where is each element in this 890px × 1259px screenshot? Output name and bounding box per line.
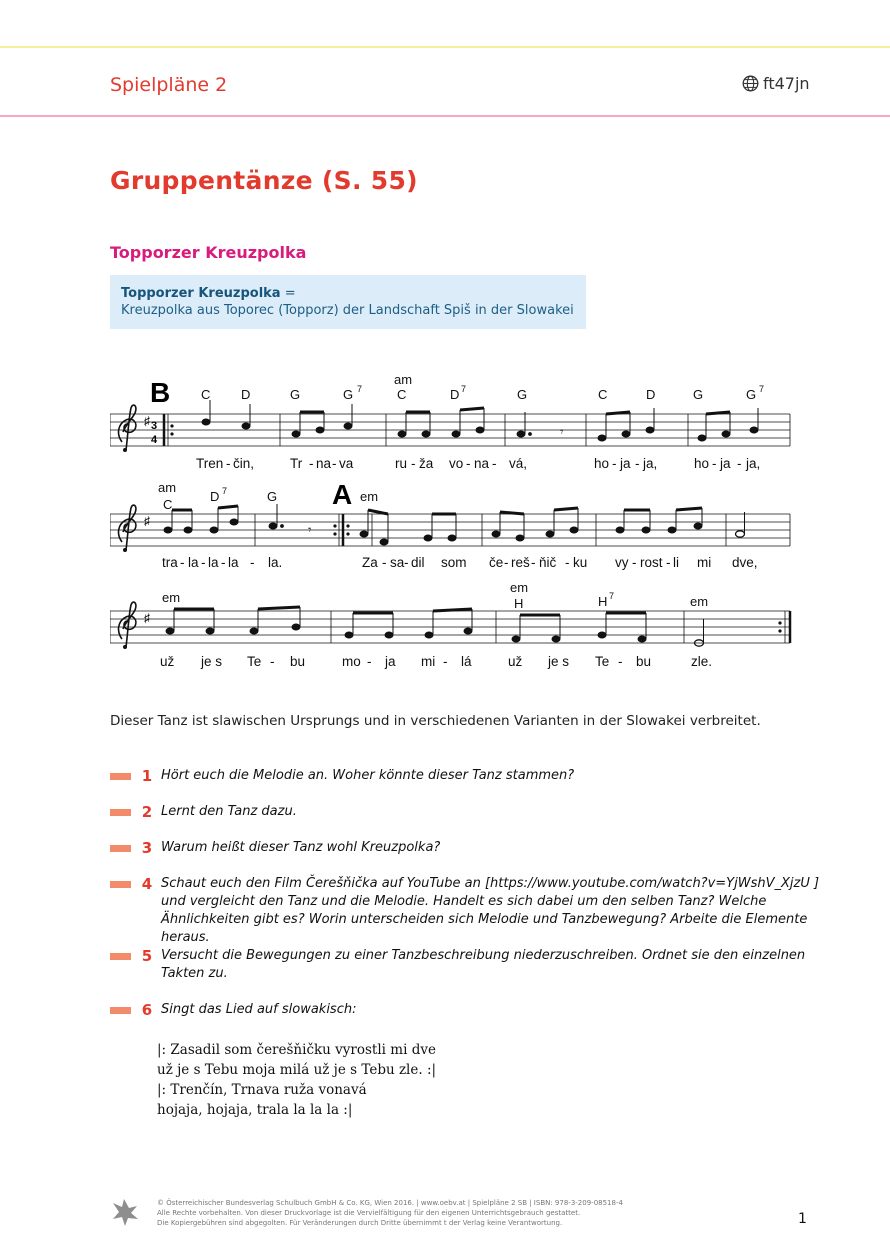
chord: G xyxy=(267,489,278,504)
lyric: - xyxy=(367,654,372,669)
chord: G xyxy=(746,387,757,402)
lyric: la xyxy=(228,555,239,570)
lyric: je s xyxy=(201,654,223,669)
chord: D xyxy=(646,387,656,402)
task-bar xyxy=(110,1007,131,1014)
lyrics-line: hojaja, hojaja, trala la la la :| xyxy=(157,1102,353,1118)
chord: em xyxy=(510,580,529,595)
system-3-chords xyxy=(162,580,708,611)
lyrics-line: už je s Tebu moja milá už je s Tebu zle. :| xyxy=(157,1062,437,1078)
rehearsal-mark-b: B xyxy=(150,377,171,408)
task-bar xyxy=(110,953,131,960)
chord: em xyxy=(162,590,181,605)
lyric: vy xyxy=(615,555,629,570)
lyric: zle. xyxy=(691,654,713,669)
task-4 xyxy=(110,875,826,947)
task-number: 5 xyxy=(141,947,153,965)
lyric: - xyxy=(201,555,206,570)
lyric: la xyxy=(208,555,219,570)
lyric: mi xyxy=(421,654,436,669)
task-number: 4 xyxy=(141,875,153,893)
lyric: - xyxy=(666,555,671,570)
chord: D xyxy=(450,387,460,402)
page-title: Gruppentänze (S. 55) xyxy=(110,166,418,195)
chord: G xyxy=(517,387,528,402)
running-header: Spielpläne 2 xyxy=(110,74,228,96)
lyric: - xyxy=(504,555,509,570)
chord: G xyxy=(693,387,704,402)
lyric: Te xyxy=(247,654,262,669)
lyric: - xyxy=(221,555,226,570)
task-text: Schaut euch den Film Čerešňička auf YouTube an [https://www.youtube.com/watch?v=YjWshV_XjzU ] und vergleicht den Tanz und die Melodie. Handelt es sich dabei um den selben Tanz? Welche Ähnlichkeiten gibt es? Worin unterscheiden sich Melodie und Tanzbewegung? Arbeite die Elemente heraus. xyxy=(161,876,820,945)
footer-copyright xyxy=(157,1198,623,1228)
svg-text:𝄾: 𝄾 xyxy=(308,522,312,537)
lyric: dil xyxy=(411,555,425,570)
task-bar xyxy=(110,773,131,780)
lyric: - xyxy=(270,654,275,669)
header-divider xyxy=(0,115,890,117)
lyric: va xyxy=(339,456,354,471)
lyric: ho xyxy=(594,456,610,471)
lyric: už xyxy=(508,654,523,669)
task-text: Singt das Lied auf slowakisch: xyxy=(161,1002,357,1017)
top-decor-line xyxy=(0,46,890,48)
lyric: - xyxy=(492,456,497,471)
treble-clef-icon xyxy=(119,405,136,452)
svg-text:𝄾: 𝄾 xyxy=(560,424,564,439)
music-score xyxy=(110,370,800,680)
time-signature-bottom: 4 xyxy=(151,434,158,446)
lyric: - xyxy=(382,555,387,570)
chord: H xyxy=(514,596,524,611)
rehearsal-mark-a: A xyxy=(332,479,353,510)
lyric: Tren xyxy=(196,456,224,471)
lyric: - xyxy=(737,456,742,471)
lyric: čin, xyxy=(233,456,255,471)
lyric: ňič xyxy=(539,555,557,570)
lyric: Te xyxy=(595,654,610,669)
key-sharp-icon: ♯ xyxy=(144,414,150,428)
lyric: ja, xyxy=(643,456,658,471)
task-bar xyxy=(110,881,131,888)
lyric: ja, xyxy=(746,456,761,471)
lyric: vo xyxy=(449,456,464,471)
lyric: la xyxy=(188,555,199,570)
footer-line: Alle Rechte vorbehalten. Von dieser Druckvorlage ist die Vervielfältigung für den eigenen Unterrichtsgebrauch gestattet. xyxy=(157,1209,581,1217)
lyric: ku xyxy=(573,555,588,570)
staff-3 xyxy=(110,611,790,643)
lyric: - xyxy=(332,456,337,471)
globe-icon xyxy=(742,75,759,92)
chord-superscript: 7 xyxy=(759,384,765,394)
chord-superscript: 7 xyxy=(222,486,228,496)
system-1-notes xyxy=(202,400,758,441)
lyric: mi xyxy=(697,555,712,570)
task-3 xyxy=(110,839,826,857)
lyric: ja xyxy=(385,654,396,669)
chord: C xyxy=(201,387,211,402)
lyric: - xyxy=(180,555,185,570)
treble-clef-icon xyxy=(119,602,136,649)
chord: G xyxy=(290,387,301,402)
task-text: Warum heißt dieser Tanz wohl Kreuzpolka? xyxy=(161,840,441,855)
lyric: tra xyxy=(162,555,178,570)
chord: D xyxy=(241,387,251,402)
chord: am xyxy=(394,372,413,387)
system-1-lyrics xyxy=(196,456,760,471)
lyric: - xyxy=(226,456,231,471)
info-definition: Kreuzpolka aus Toporec (Topporz) der Landschaft Spiš in der Slowakei xyxy=(121,303,574,318)
lyric: - xyxy=(632,555,637,570)
lyric: la. xyxy=(268,555,283,570)
chord: C xyxy=(598,387,608,402)
song-lyrics xyxy=(157,1040,436,1120)
page-number: 1 xyxy=(798,1211,807,1227)
key-sharp-icon: ♯ xyxy=(144,611,150,625)
lyric: - xyxy=(712,456,717,471)
footer-line: © Österreichischer Bundesverlag Schulbuch GmbH & Co. KG, Wien 2016. | www.oebv.at | Spielpläne 2 SB | ISBN: 978-3-209-08518-4 xyxy=(157,1199,623,1207)
chord: C xyxy=(397,387,407,402)
system-3-lyrics xyxy=(160,654,712,669)
lyric: - xyxy=(635,456,640,471)
info-box xyxy=(110,275,586,329)
task-text: Versucht die Bewegungen zu einer Tanzbeschreibung niederzuschreiben. Ordnet sie den einzelnen Takten zu. xyxy=(161,948,806,981)
chord-superscript: 7 xyxy=(609,591,615,601)
time-signature-top: 3 xyxy=(151,420,158,432)
publisher-logo-icon xyxy=(110,1197,140,1227)
lyric: li xyxy=(673,555,679,570)
lyric: bu xyxy=(290,654,306,669)
lyric: - xyxy=(531,555,536,570)
online-code-text: ft47jn xyxy=(763,74,810,93)
lyric: ža xyxy=(419,456,434,471)
task-number: 6 xyxy=(141,1001,153,1019)
lyric: ja xyxy=(620,456,631,471)
lyric: na xyxy=(316,456,332,471)
lyric: je s xyxy=(548,654,570,669)
lyric: Za xyxy=(362,555,378,570)
lyric: - xyxy=(443,654,448,669)
lyric: rost xyxy=(640,555,663,570)
lyric: ho xyxy=(694,456,710,471)
lyric: reš xyxy=(511,555,530,570)
lyric: som xyxy=(441,555,467,570)
chord: em xyxy=(690,594,709,609)
description: Dieser Tanz ist slawischen Ursprungs und in verschiedenen Varianten in der Slowakei verbreitet. xyxy=(110,713,761,729)
chord: G xyxy=(343,387,354,402)
lyric: Tr xyxy=(290,456,303,471)
task-2 xyxy=(110,803,826,821)
lyric: - xyxy=(250,555,255,570)
lyric: bu xyxy=(636,654,652,669)
footer-line: Die Kopiergebühren sind abgegolten. Für Veränderungen durch Dritte übernimmt t der Verlag keine Verantwortung. xyxy=(157,1219,563,1227)
treble-clef-icon xyxy=(119,505,136,552)
lyric: sa xyxy=(390,555,405,570)
lyric: - xyxy=(612,456,617,471)
lyric: na xyxy=(474,456,490,471)
task-bar xyxy=(110,845,131,852)
system-2-notes xyxy=(164,504,745,545)
chord-superscript: 7 xyxy=(357,384,363,394)
system-1-chords xyxy=(201,372,764,402)
info-term-line xyxy=(121,285,575,302)
lyric: lá xyxy=(461,654,472,669)
lyric: - xyxy=(404,555,409,570)
task-text: Lernt den Tanz dazu. xyxy=(161,804,297,819)
task-number: 3 xyxy=(141,839,153,857)
online-code[interactable] xyxy=(742,74,810,93)
task-text: Hört euch die Melodie an. Woher könnte dieser Tanz stammen? xyxy=(161,768,575,783)
task-6 xyxy=(110,1001,826,1019)
key-sharp-icon: ♯ xyxy=(144,514,150,528)
lyric: už xyxy=(160,654,175,669)
chord-superscript: 7 xyxy=(461,384,467,394)
task-1 xyxy=(110,767,826,785)
chord: am xyxy=(158,480,177,495)
lyric: - xyxy=(618,654,623,669)
section-subtitle: Topporzer Kreuzpolka xyxy=(110,243,307,262)
task-number: 2 xyxy=(141,803,153,821)
lyric: - xyxy=(466,456,471,471)
lyric: - xyxy=(565,555,570,570)
lyrics-line: |: Trenčín, Trnava ruža vonavá xyxy=(157,1082,367,1098)
lyric: če xyxy=(489,555,504,570)
lyric: - xyxy=(309,456,314,471)
system-3-notes xyxy=(166,607,704,646)
staff-1 xyxy=(110,414,790,446)
lyric: dve, xyxy=(732,555,758,570)
task-5 xyxy=(110,947,826,983)
lyric: mo xyxy=(342,654,361,669)
lyric: - xyxy=(411,456,416,471)
lyric: ja xyxy=(720,456,731,471)
info-term: Topporzer Kreuzpolka xyxy=(121,286,281,301)
chord: H xyxy=(598,594,608,609)
lyrics-line: |: Zasadil som čerešňičku vyrostli mi dve xyxy=(157,1042,436,1058)
info-equals: = xyxy=(284,286,296,301)
chord: em xyxy=(360,489,379,504)
lyric: vá, xyxy=(509,456,528,471)
chord: C xyxy=(163,497,173,512)
chord: D xyxy=(210,489,220,504)
system-2-lyrics xyxy=(162,555,758,570)
lyric: ru xyxy=(395,456,408,471)
task-bar xyxy=(110,809,131,816)
task-number: 1 xyxy=(141,767,153,785)
